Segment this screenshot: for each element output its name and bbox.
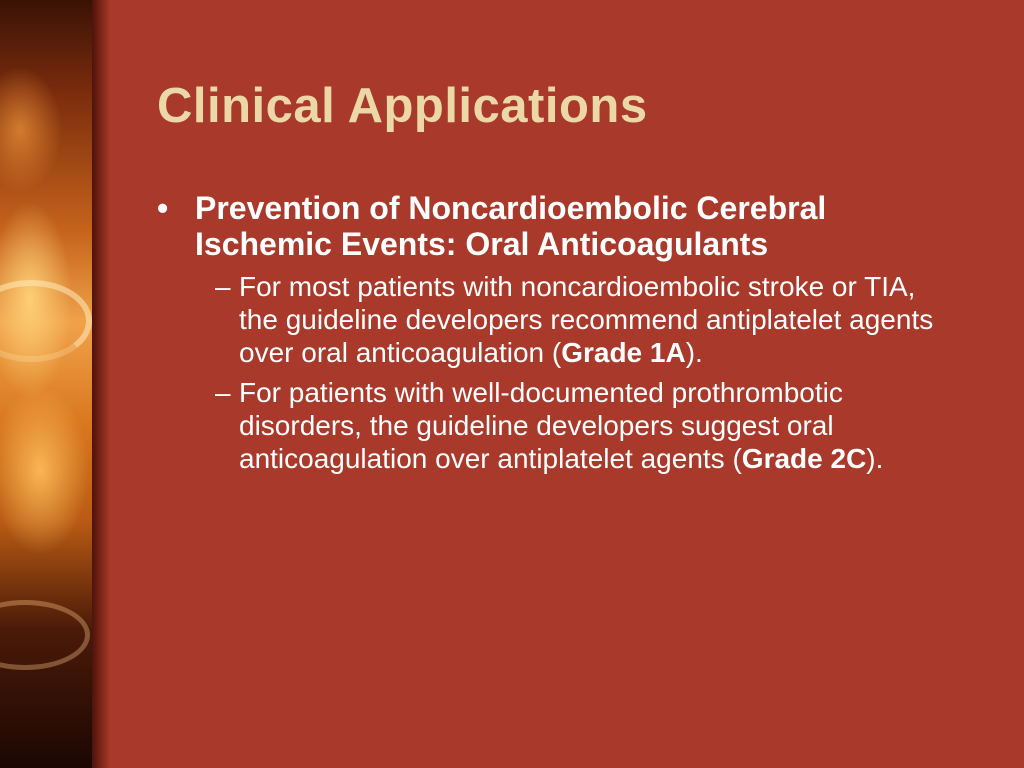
sub-bullet-text: [239, 376, 939, 475]
sub-bullet-text-end: ).: [866, 443, 884, 474]
sub-bullet-text-main: For patients with well-documented prothrombotic disorders, the guideline developers suggest oral anticoagulation over antiplatelet agents (: [239, 377, 843, 474]
bullet-marker: •: [157, 190, 169, 226]
sub-bullet-text: [239, 270, 939, 369]
slide-title: Clinical Applications: [157, 79, 648, 133]
slide-body: [157, 190, 947, 482]
grade-label: Grade 2C: [741, 443, 867, 474]
sub-bullet-text-main: For most patients with noncardioembolic stroke or TIA, the guideline developers recommend antiplatelet agents over oral anticoagulation (: [239, 271, 934, 368]
glass-rim-decoration-lower: [0, 600, 90, 670]
photo-divider: [92, 0, 110, 768]
sub-bullet-text-end: ).: [685, 337, 703, 368]
grade-label: Grade 1A: [561, 337, 686, 368]
test-tube-photo-decoration: [0, 0, 92, 768]
sub-bullet-list: [215, 270, 947, 475]
glass-rim-decoration: [0, 280, 92, 362]
bullet-text: Prevention of Noncardioembolic Cerebral Ischemic Events: Oral Anticoagulants: [195, 190, 827, 262]
sub-bullet-item: [215, 376, 947, 475]
sub-bullet-marker: –: [215, 271, 231, 302]
sub-bullet-item: [215, 270, 947, 369]
sub-bullet-marker: –: [215, 377, 231, 408]
bullet-item: [157, 190, 947, 262]
